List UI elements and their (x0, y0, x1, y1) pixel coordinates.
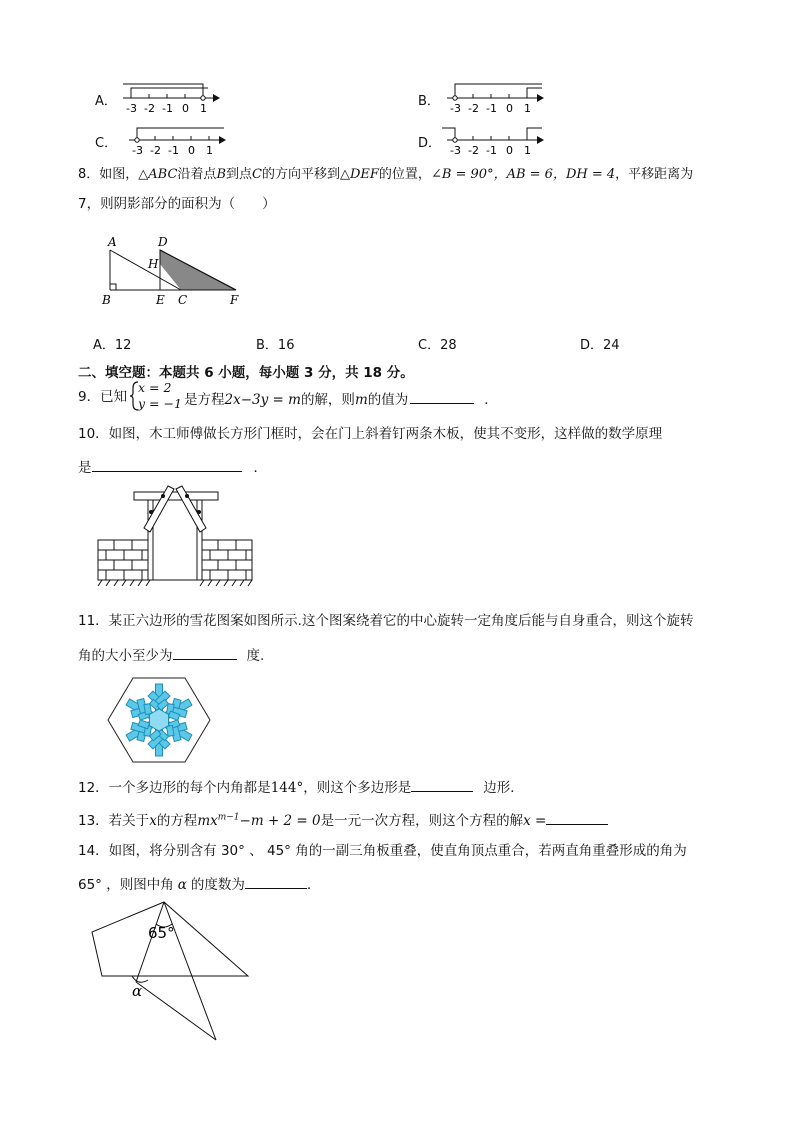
tick-label: 1 (524, 144, 531, 157)
q8-triangle-symbol: △ (339, 167, 350, 182)
q11-text: 角的大小至少为 (78, 648, 173, 664)
tick-label: -2 (468, 102, 479, 115)
alpha-label: α (132, 982, 143, 1000)
snowflake-icon (106, 676, 212, 764)
q9-text: 是方程 (184, 392, 225, 408)
q9-rest (184, 391, 498, 408)
q9-variable: m (354, 392, 368, 408)
q11-line1: 11．某正六边形的雪花图案如图所示.这个图案绕着它的中心旋转一定角度后能与自身重合，则这个旋转 (78, 613, 694, 629)
q13-text: 的方程 (156, 813, 198, 829)
q13-exponent: m−1 (217, 812, 240, 823)
angle-65-label: 65° (148, 924, 175, 942)
q9-sys-line2: y = −1 (138, 396, 182, 411)
tick-label: -3 (132, 144, 143, 157)
tick-label: -1 (486, 102, 497, 115)
q13-text: 13．若关于 (78, 813, 150, 829)
tick-label: -2 (144, 102, 155, 115)
q14-triangles-figure (90, 896, 252, 1044)
q7-option-c-numberline[interactable] (124, 118, 234, 162)
q14-line1: 14．如图，将分别含有 30° 、 45° 角的一副三角板重叠，使直角顶点重合，若两直角重叠形成的角为 (78, 843, 687, 859)
q13-answer-blank[interactable] (546, 812, 608, 825)
q7-option-a-letter[interactable]: A． (95, 94, 117, 109)
q12-angle: 144° (270, 780, 304, 796)
q8-point-b: B (216, 167, 226, 182)
q7-option-c-letter[interactable]: C． (95, 136, 118, 151)
q7-option-d-letter[interactable]: D． (418, 136, 442, 151)
q9-answer-blank[interactable] (410, 391, 474, 404)
q14-alpha: α (177, 877, 187, 893)
tick-label: 0 (506, 144, 513, 157)
q8-option-b[interactable]: B．16 (256, 338, 295, 353)
q13-equation: −m + 2 = 0 (239, 813, 321, 829)
q8-option-d[interactable]: D．24 (580, 338, 620, 353)
q8-option-c[interactable]: C．28 (418, 338, 457, 353)
label-d: D (158, 235, 168, 249)
q7-option-b-letter[interactable]: B． (418, 94, 440, 109)
q13-variable: x = (523, 813, 547, 829)
q8-text: 8．如图， (78, 167, 139, 182)
q10-line2 (78, 459, 267, 476)
q10-text: ． (253, 460, 267, 476)
q10-answer-blank[interactable] (92, 459, 242, 472)
q12-line (78, 779, 524, 796)
q8-text: 的方向平移到 (261, 167, 340, 182)
q8-figure (96, 232, 256, 310)
q14-line2 (78, 876, 311, 893)
q7-option-a-numberline[interactable] (118, 76, 228, 120)
q13-text: 是一元一次方程，则这个方程的解 (320, 813, 524, 829)
q7-option-b-numberline[interactable] (442, 76, 552, 120)
tick-label: -1 (168, 144, 179, 157)
q12-text: ，则这个多边形是 (303, 780, 412, 796)
tick-label: -2 (468, 144, 479, 157)
label-f: F (230, 293, 239, 307)
q9-text: ． (484, 392, 498, 408)
q8-triangle-abc: ABC (148, 167, 178, 182)
tick-label: -3 (450, 144, 461, 157)
q12-answer-blank[interactable] (411, 779, 473, 792)
q14-text: 的度数为 (190, 877, 245, 893)
q13-line (78, 812, 608, 829)
section-title: 二、填空题：本题共 6 小题，每小题 3 分，共 18 分。 (78, 365, 414, 381)
q12-text: 边形． (483, 780, 524, 796)
q10-door-figure (96, 484, 258, 590)
tick-label: -3 (450, 102, 461, 115)
q8-line1 (78, 168, 693, 181)
q10-line1: 10．如图，木工师傅做长方形门框时，会在门上斜着钉两条木板，使其不变形，这样做的数学原理 (78, 426, 663, 442)
tick-label: 0 (188, 144, 195, 157)
tick-label: 1 (200, 102, 207, 115)
label-e: E (156, 293, 165, 307)
q14-answer-blank[interactable] (245, 876, 307, 889)
q9-text: 的解，则 (300, 392, 355, 408)
q8-triangle-symbol: △ (138, 167, 149, 182)
q10-text: 是 (78, 460, 92, 476)
q8-point-c: C (252, 167, 262, 182)
q7-option-d-numberline[interactable] (442, 118, 552, 162)
tick-label: 1 (206, 144, 213, 157)
q8-text: 沿着点 (177, 167, 217, 182)
q9-equation: 2x−3y = m (224, 392, 301, 408)
q9-prefix: 9．已知 (78, 389, 128, 405)
q11-answer-blank[interactable] (173, 647, 237, 660)
tick-label: 0 (182, 102, 189, 115)
label-b: B (102, 293, 111, 307)
label-a: A (108, 235, 117, 249)
q14-text: . (306, 877, 312, 893)
q8-conditions: ∠B = 90°，AB = 6，DH = 4 (430, 167, 616, 182)
q9-sys-line1: x = 2 (138, 380, 172, 395)
tick-label: -1 (486, 144, 497, 157)
q13-variable: x (149, 813, 157, 829)
q11-text: 度. (246, 648, 265, 664)
q13-equation: mx (197, 813, 218, 829)
q12-text: 12．一个多边形的每个内角都是 (78, 780, 271, 796)
tick-label: -3 (126, 102, 137, 115)
q8-text: 到点 (226, 167, 253, 182)
label-h: H (148, 257, 159, 271)
q11-line2 (78, 647, 264, 664)
q14-text: 65° ，则图中角 (78, 877, 174, 893)
tick-label: -1 (162, 102, 173, 115)
tick-label: 1 (524, 102, 531, 115)
tick-label: 0 (506, 102, 513, 115)
tick-label: -2 (150, 144, 161, 157)
q8-triangle-def: DEF (349, 167, 379, 182)
q8-option-a[interactable]: A．12 (93, 338, 132, 353)
q8-text: ，平移距离为 (615, 167, 694, 182)
q9-text: 的值为 (367, 392, 409, 408)
q8-text: 的位置， (378, 167, 431, 182)
q8-line2: 7，则阴影部分的面积为（ ） (78, 196, 276, 212)
label-c: C (178, 293, 188, 307)
